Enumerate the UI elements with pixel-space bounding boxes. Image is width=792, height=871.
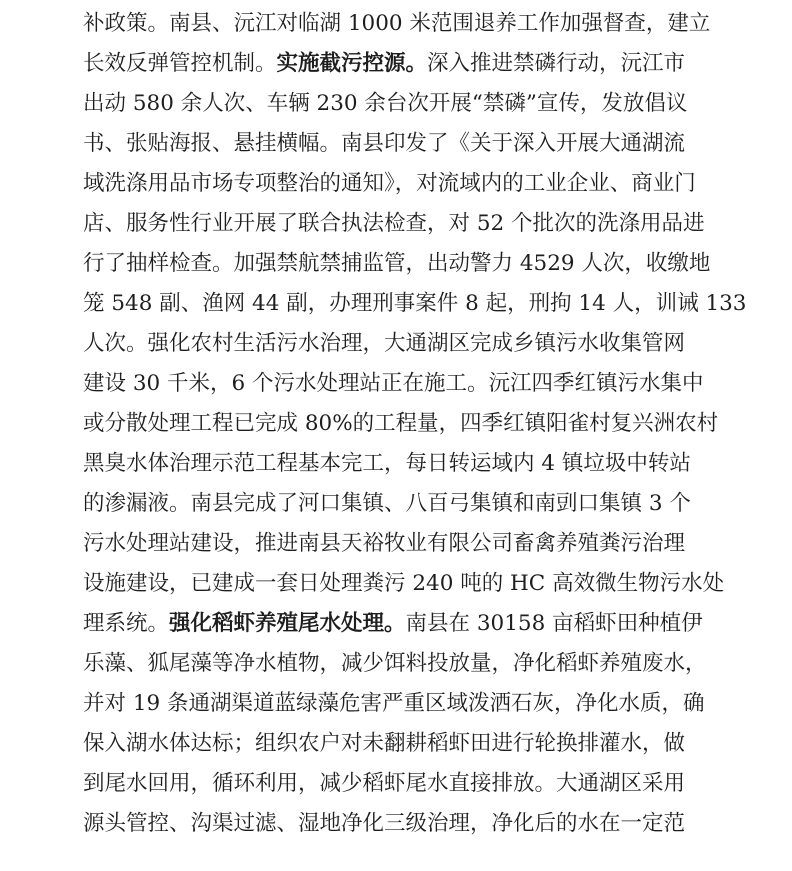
- text-segment: 或分散处理工程已完成 80%的工程量，四季红镇阳雀村复兴洲农村: [83, 411, 719, 436]
- text-segment: 出动 580 余人次、车辆 230 余台次开展“禁磷”宣传，发放倡议: [83, 91, 688, 116]
- text-segment: 长效反弹管控机制。: [83, 51, 277, 76]
- text-line: [83, 404, 719, 444]
- bold-heading-phrase: 强化稻虾养殖尾水处理。: [169, 611, 406, 636]
- text-line: [83, 804, 686, 844]
- text-segment: 到尾水回用，循环利用，减少稻虾尾水直接排放。大通湖区采用: [83, 771, 686, 796]
- text-line: [83, 764, 686, 804]
- text-segment: 书、张贴海报、悬挂横幅。南县印发了《关于深入开展大通湖流: [83, 131, 686, 156]
- text-line: [83, 284, 747, 324]
- text-line: [83, 484, 691, 524]
- text-segment: 源头管控、沟渠过滤、湿地净化三级治理，净化后的水在一定范: [83, 811, 686, 836]
- text-line: [83, 204, 705, 244]
- text-segment: 行了抽样检查。加强禁航禁捕监管，出动警力 4529 人次，收缴地: [83, 251, 711, 276]
- text-line: [83, 124, 686, 164]
- text-line: [83, 4, 711, 44]
- text-segment: 建设 30 千米，6 个污水处理站正在施工。沅江四季红镇污水集中: [83, 371, 704, 396]
- text-line: [83, 444, 691, 484]
- text-segment: 黑臭水体治理示范工程基本完工，每日转运域内 4 镇垃圾中转站: [83, 451, 691, 476]
- text-segment: 并对 19 条通湖渠道蓝绿藻危害严重区域泼洒石灰，净化水质，确: [83, 691, 705, 716]
- text-segment: 设施建设，已建成一套日处理粪污 240 吨的 HC 高效微生物污水处: [83, 571, 725, 596]
- text-line: [83, 644, 707, 684]
- text-segment: 保入湖水体达标；组织农户对未翻耕稻虾田进行轮换排灌水，做: [83, 731, 686, 756]
- text-segment: 的渗漏液。南县完成了河口集镇、八百弓集镇和南剅口集镇 3 个: [83, 491, 691, 516]
- text-segment: 南县在 30158 亩稻虾田种植伊: [405, 611, 703, 636]
- text-line: [83, 44, 686, 84]
- text-line: [83, 164, 696, 204]
- text-line: [83, 604, 703, 644]
- text-segment: 污水处理站建设，推进南县天裕牧业有限公司畜禽养殖粪污治理: [83, 531, 686, 556]
- text-segment: 深入推进禁磷行动，沅江市: [427, 51, 686, 76]
- text-line: [83, 684, 705, 724]
- text-line: [83, 724, 686, 764]
- text-line: [83, 244, 711, 284]
- text-segment: 笼 548 副、渔网 44 副，办理刑事案件 8 起，刑拘 14 人，训诫 133: [83, 291, 747, 316]
- text-segment: 店、服务性行业开展了联合执法检查，对 52 个批次的洗涤用品进: [83, 211, 705, 236]
- text-segment: 乐藻、狐尾藻等净水植物，减少饵料投放量，净化稻虾养殖废水，: [83, 651, 707, 676]
- text-line: [83, 84, 688, 124]
- text-segment: 域洗涤用品市场专项整治的通知》，对流域内的工业企业、商业门: [83, 171, 696, 196]
- text-segment: 人次。强化农村生活污水治理，大通湖区完成乡镇污水收集管网: [83, 331, 686, 356]
- body-text: [83, 4, 747, 844]
- text-line: [83, 324, 686, 364]
- text-segment: 理系统。: [83, 611, 170, 636]
- text-segment: 补政策。南县、沅江对临湖 1000 米范围退养工作加强督查，建立: [83, 11, 711, 36]
- text-line: [83, 364, 704, 404]
- text-line: [83, 564, 725, 604]
- bold-heading-phrase: 实施截污控源。: [276, 51, 428, 76]
- text-line: [83, 524, 686, 564]
